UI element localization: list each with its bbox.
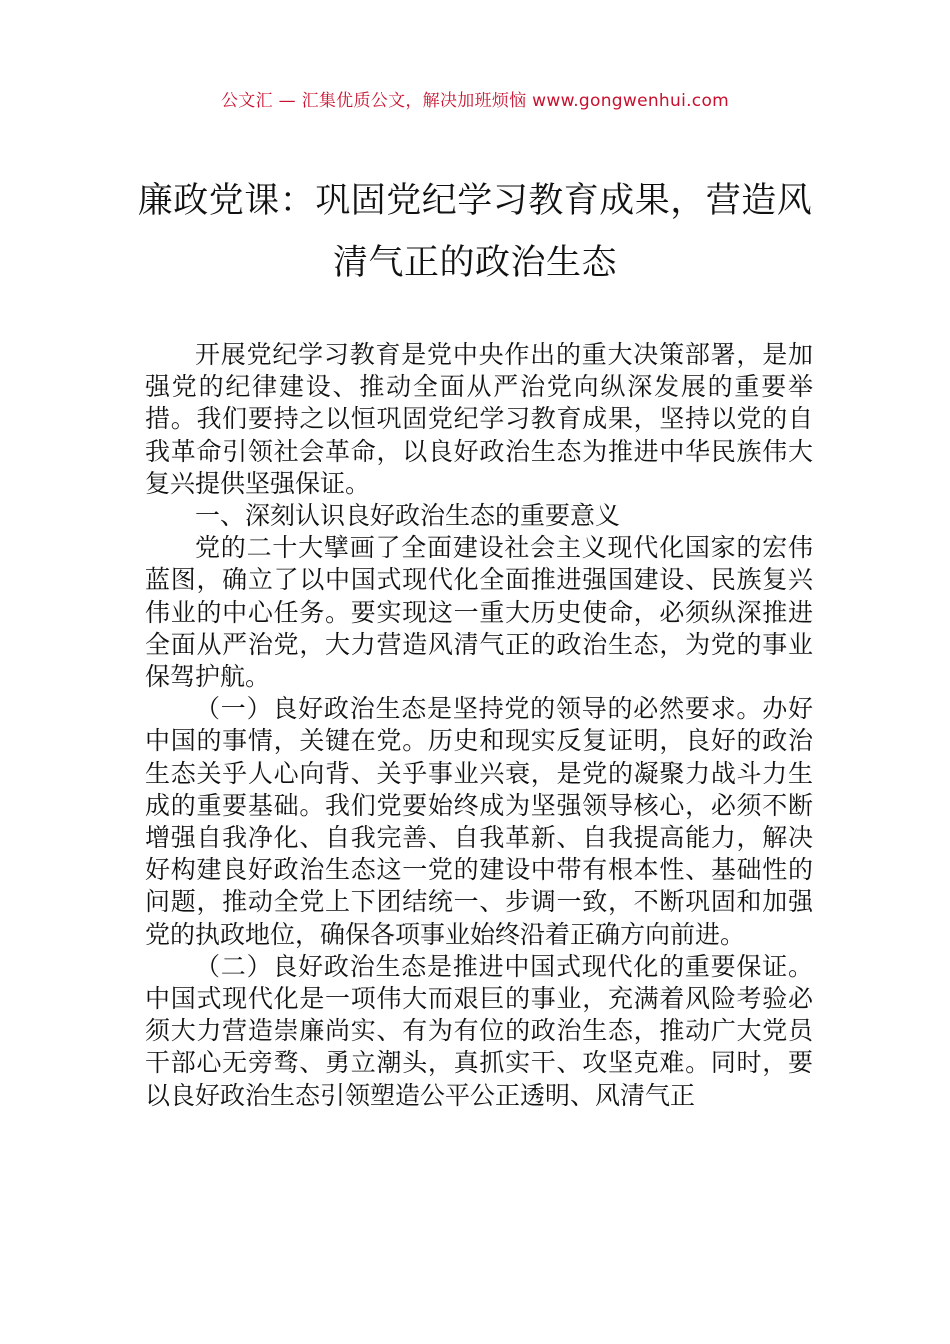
paragraph-intro: 开展党纪学习教育是党中央作出的重大决策部署，是加强党的纪律建设、推动全面从严治党向纵深发展的重要举措。我们要持之以恒巩固党纪学习教育成果，坚持以党的自我革命引领社会革命，以良好政治生态为推进中华民族伟大复兴提供坚强保证。 [145,340,813,498]
header-watermark-note: 公文汇 — 汇集优质公文，解决加班烦恼 www.gongwenhui.com [220,91,730,111]
document-title: 廉政党课：巩固党纪学习教育成果，营造风清气正的政治生态 [137,181,813,283]
paragraph-point-1: （一）良好政治生态是坚持党的领导的必然要求。办好中国的事情，关键在党。历史和现实反复证明，良好的政治生态关乎人心向背、关乎事业兴衰，是党的凝聚力战斗力生成的重要基础。我们党要始终成为坚强领导核心，必须不断增强自我净化、自我完善、自我革新、自我提高能力，解决好构建良好政治生态这一党的建设中带有根本性、基础性的问题，推动全党上下团结统一、步调一致，不断巩固和加强党的执政地位，确保各项事业始终沿着正确方向前进。 [145,694,813,949]
paragraph-section-1-intro: 党的二十大擘画了全面建设社会主义现代化国家的宏伟蓝图，确立了以中国式现代化全面推进强国建设、民族复兴伟业的中心任务。要实现这一重大历史使命，必须纵深推进全面从严治党，大力营造风清气正的政治生态，为党的事业保驾护航。 [145,533,813,692]
paragraph-point-2: （二）良好政治生态是推进中国式现代化的重要保证。中国式现代化是一项伟大而艰巨的事业，充满着风险考验必须大力营造崇廉尚实、有为有位的政治生态，推动广大党员干部心无旁骛、勇立潮头，真抓实干、攻坚克难。同时，要以良好政治生态引领塑造公平公正透明、风清气正 [145,951,813,1110]
section-heading-1: 一、深刻认识良好政治生态的重要意义 [195,501,621,531]
document-body [145,339,813,1112]
